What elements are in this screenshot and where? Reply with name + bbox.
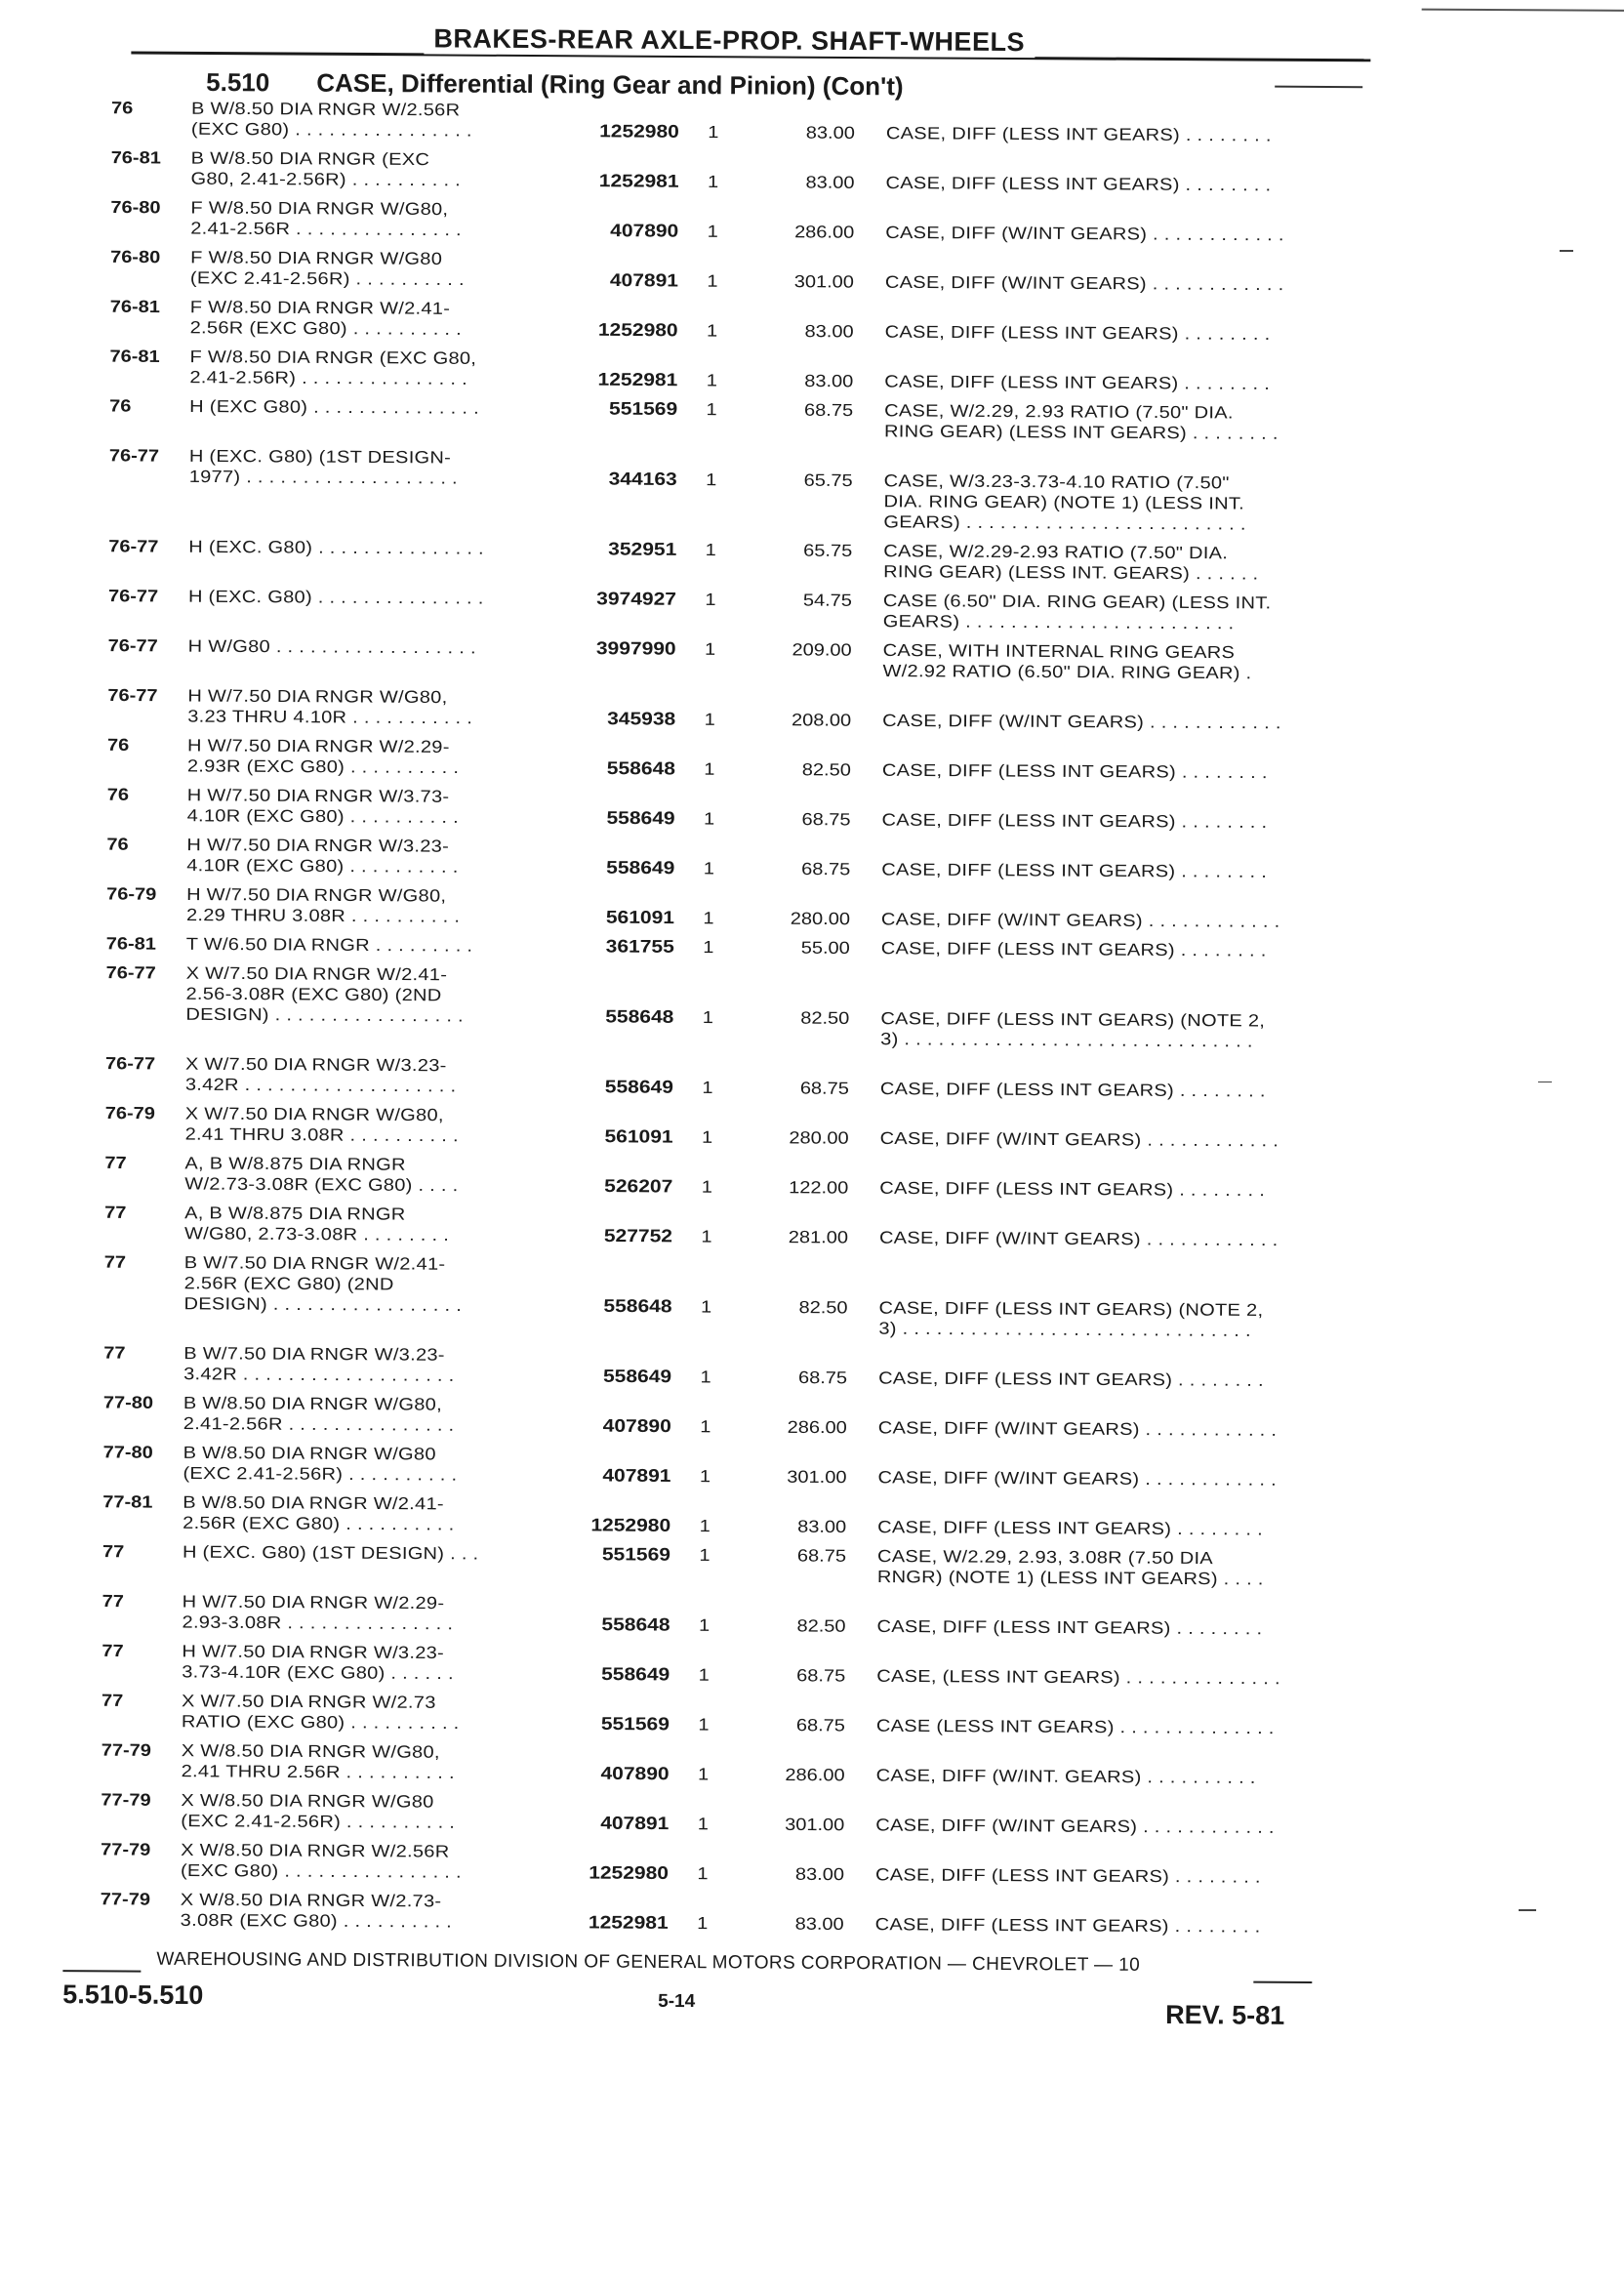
top-edge-rule (1422, 9, 1624, 12)
footer-organization: WAREHOUSING AND DISTRIBUTION DIVISION OF GENERAL MOTORS CORPORATION — CHEVROLET — 10 (156, 1948, 1141, 1976)
list-price: 68.75 (801, 810, 851, 830)
margin-mark (1519, 1909, 1536, 1911)
part-name: CASE, DIFF (LESS INT GEARS) . . . . . . . . (879, 1080, 1266, 1101)
application-description: A, B W/8.875 DIA RNGR W/2.73-3.08R (EXC G80) . . . . (184, 1154, 459, 1196)
application-description: X W/8.50 DIA RNGR W/2.73- 3.08R (EXC G80) . . . . . . . . . . (180, 1890, 453, 1932)
part-name: CASE, DIFF (LESS INT GEARS) . . . . . . . . (881, 860, 1268, 882)
model-year: 76-81 (109, 297, 161, 317)
quantity: 1 (706, 470, 717, 490)
application-description: H W/7.50 DIA RNGR W/3.73- 4.10R (EXC G80) . . . . . . . . . . (186, 786, 460, 828)
part-name: CASE, DIFF (W/INT GEARS) . . . . . . . . . . . . (878, 1228, 1279, 1250)
model-year: 77 (103, 1252, 127, 1273)
table-row (0, 1889, 1619, 1939)
application-description: H (EXC. G80) . . . . . . . . . . . . . . . (188, 537, 485, 559)
table-row (1, 883, 1624, 934)
model-year: 77 (102, 1691, 124, 1711)
model-year: 76 (106, 835, 129, 855)
part-name: CASE, DIFF (LESS INT GEARS) . . . . . . . . (881, 760, 1268, 783)
application-description: X W/7.50 DIA RNGR W/G80, 2.41 THRU 3.08R . . . . . . . . . . (184, 1104, 459, 1146)
section-number: 5.510 (206, 66, 270, 98)
list-price: 68.75 (797, 1368, 848, 1388)
application-description: X W/8.50 DIA RNGR W/G80, 2.41 THRU 2.56R . . . . . . . . . . (181, 1741, 455, 1783)
model-year: 77 (102, 1592, 124, 1612)
table-row (2, 684, 1624, 735)
part-number: 1252980 (589, 1862, 670, 1884)
table-row (6, 147, 1624, 198)
application-description: H W/7.50 DIA RNGR W/3.23- 4.10R (EXC G80) . . . . . . . . . . (186, 836, 459, 878)
application-description: H (EXC. G80) . . . . . . . . . . . . . . . (187, 587, 484, 608)
model-year: 76-80 (110, 198, 161, 218)
part-number: 558648 (603, 1296, 672, 1317)
model-year: 77 (104, 1203, 127, 1223)
application-description: B W/8.50 DIA RNGR W/2.41- 2.56R (EXC G80) . . . . . . . . . . (183, 1492, 455, 1534)
application-description: H (EXC G80) . . . . . . . . . . . . . . . (189, 397, 480, 419)
model-year: 76-79 (106, 884, 157, 905)
table-row (5, 246, 1624, 297)
part-name: CASE, W/2.29, 2.93, 3.08R (7.50 DIA RNGR) (NOTE 1) (LESS INT GEARS) . . . . (876, 1547, 1264, 1589)
table-row (0, 1392, 1622, 1443)
quantity: 1 (703, 938, 714, 958)
model-year: 76-77 (108, 446, 160, 467)
list-price: 281.00 (788, 1228, 849, 1247)
quantity: 1 (700, 1297, 712, 1317)
part-name: CASE, DIFF (LESS INT GEARS) . . . . . . . . (885, 124, 1272, 145)
parts-table (0, 98, 1624, 1948)
application-description: F W/8.50 DIA RNGR W/2.41- 2.56R (EXC G80) . . . . . . . . . . (189, 298, 463, 340)
list-price: 286.00 (785, 1766, 845, 1785)
list-price: 68.75 (801, 860, 851, 879)
part-number: 407891 (602, 1465, 671, 1487)
quantity: 1 (705, 591, 716, 610)
list-price: 55.00 (800, 938, 850, 959)
list-price: 83.00 (794, 1914, 844, 1935)
model-year: 76-81 (105, 934, 157, 955)
table-row (5, 196, 1624, 247)
part-number: 361755 (605, 936, 674, 958)
application-description: T W/6.50 DIA RNGR . . . . . . . . . (185, 934, 473, 957)
list-price: 65.75 (803, 541, 853, 561)
list-price: 83.00 (797, 1517, 847, 1537)
part-number: 1252980 (597, 320, 678, 341)
part-name: CASE, DIFF (W/INT GEARS) . . . . . . . . . . . . (879, 1128, 1279, 1151)
part-number: 407891 (600, 1813, 670, 1834)
part-number: 527752 (603, 1226, 673, 1246)
quantity: 1 (697, 1815, 709, 1834)
part-name: CASE, DIFF (W/INT GEARS) . . . . . . . . . . . . (875, 1816, 1275, 1838)
quantity: 1 (707, 271, 718, 292)
footer-page-number: 5-14 (658, 1990, 696, 2013)
part-number: 1252981 (588, 1912, 669, 1934)
part-name: CASE, W/2.29, 2.93 RATIO (7.50" DIA. RING GEAR) (LESS INT GEARS) . . . . . . . . (883, 401, 1279, 444)
part-name: CASE, WITH INTERNAL RING GEARS W/2.92 RATIO (6.50" DIA. RING GEAR) . (882, 641, 1252, 683)
quantity: 1 (701, 1177, 712, 1198)
part-number: 558648 (605, 1006, 674, 1028)
application-description: X W/7.50 DIA RNGR W/2.41- 2.56-3.08R (EXC G80) (2ND DESIGN) . . . . . . . . . . . . . . . . . (185, 963, 464, 1026)
application-description: H W/7.50 DIA RNGR W/2.29- 2.93-3.08R . . . . . . . . . . . . . . . (182, 1592, 454, 1634)
part-name: CASE, DIFF (W/INT. GEARS) . . . . . . . . . . (875, 1766, 1256, 1788)
table-row (3, 445, 1624, 537)
quantity: 1 (700, 1368, 711, 1387)
table-row (4, 346, 1624, 396)
application-description: X W/7.50 DIA RNGR W/2.73 RATIO (EXC G80) . . . . . . . . . . (181, 1692, 460, 1734)
list-price: 122.00 (789, 1178, 849, 1198)
list-price: 286.00 (794, 223, 855, 243)
quantity: 1 (707, 321, 718, 341)
table-row (0, 1789, 1619, 1840)
part-name: CASE, DIFF (LESS INT GEARS) . . . . . . . . (879, 1178, 1266, 1201)
part-name: CASE, DIFF (LESS INT GEARS) (NOTE 2, 3) . . . . . . . . . . . . . . . . . . . . . . . . . . . . . . . (880, 1009, 1266, 1051)
application-description: F W/8.50 DIA RNGR W/G80, 2.41-2.56R . . . . . . . . . . . . . . . (190, 198, 462, 240)
part-number: 407890 (602, 1415, 671, 1437)
quantity: 1 (705, 639, 716, 660)
quantity: 1 (702, 1008, 713, 1028)
part-name: CASE, DIFF (LESS INT GEARS) . . . . . . . . (877, 1518, 1264, 1539)
table-row (2, 734, 1624, 785)
quantity: 1 (699, 1467, 711, 1487)
table-row (6, 98, 1624, 148)
quantity: 1 (700, 1417, 711, 1437)
part-name: CASE (LESS INT GEARS) . . . . . . . . . . . . . . (875, 1716, 1275, 1738)
table-row (3, 536, 1624, 587)
model-year: 77 (103, 1343, 126, 1364)
part-number: 345938 (607, 709, 676, 729)
part-number: 526207 (604, 1176, 673, 1197)
quantity: 1 (708, 123, 719, 143)
model-year: 76 (106, 785, 130, 805)
part-name: CASE, DIFF (LESS INT GEARS) . . . . . . . . (876, 1616, 1263, 1639)
part-name: CASE, DIFF (LESS INT GEARS) . . . . . . . . (874, 1915, 1261, 1937)
part-name: CASE, W/2.29-2.93 RATIO (7.50" DIA. RING GEAR) (LESS INT. GEARS) . . . . . . (883, 542, 1259, 584)
quantity: 1 (698, 1615, 710, 1636)
list-price: 208.00 (791, 711, 852, 731)
part-number: 558648 (601, 1614, 670, 1635)
part-number: 558649 (601, 1664, 670, 1685)
model-year: 76-77 (104, 1054, 156, 1074)
list-price: 83.00 (805, 123, 855, 143)
part-number: 561091 (605, 907, 675, 928)
list-price: 83.00 (804, 322, 854, 342)
table-row (0, 1491, 1621, 1542)
part-number: 551569 (609, 398, 678, 420)
quantity: 1 (698, 1715, 710, 1735)
page-footer (62, 1948, 1303, 2044)
part-name: CASE, DIFF (LESS INT GEARS) . . . . . . . . (874, 1865, 1261, 1888)
model-year: 76-77 (107, 587, 159, 606)
part-number: 1252981 (598, 171, 679, 192)
quantity: 1 (702, 1079, 713, 1098)
application-description: X W/8.50 DIA RNGR W/2.56R (EXC G80) . . . . . . . . . . . . . . . . (180, 1840, 462, 1883)
table-row (3, 586, 1624, 636)
quantity: 1 (697, 1765, 710, 1784)
list-price: 82.50 (796, 1616, 846, 1637)
part-name: CASE (6.50" DIA. RING GEAR) (LESS INT. GEARS) . . . . . . . . . . . . . . . . . . . . . . . . (882, 592, 1272, 633)
model-year: 77-79 (100, 1890, 151, 1909)
application-description: B W/8.50 DIA RNGR W/G80, 2.41-2.56R . . . . . . . . . . . . . . . (183, 1394, 455, 1436)
part-name: CASE, DIFF (LESS INT GEARS) . . . . . . . . (881, 810, 1268, 833)
quantity: 1 (697, 1914, 709, 1934)
table-row (4, 395, 1624, 446)
part-number: 1252980 (599, 121, 679, 143)
model-year: 77 (102, 1641, 124, 1661)
list-price: 280.00 (789, 1128, 849, 1149)
model-year: 76-80 (110, 247, 161, 267)
table-row (5, 296, 1624, 347)
application-description: A, B W/8.875 DIA RNGR W/G80, 2.73-3.08R . . . . . . . . (183, 1204, 450, 1245)
model-year: 77-79 (101, 1840, 151, 1860)
part-name: CASE, DIFF (W/INT GEARS) . . . . . . . . . . . . (884, 272, 1284, 295)
application-description: F W/8.50 DIA RNGR (EXC G80, 2.41-2.56R) . . . . . . . . . . . . . . . (189, 347, 477, 389)
quantity: 1 (699, 1545, 710, 1566)
quantity: 1 (707, 222, 718, 242)
model-year: 77 (104, 1153, 127, 1173)
page-title: BRAKES-REAR AXLE-PROP. SHAFT-WHEELS (424, 23, 1035, 58)
model-year: 77-79 (101, 1790, 151, 1811)
application-description: B W/8.50 DIA RNGR (EXC G80, 2.41-2.56R) . . . . . . . . . . (190, 148, 462, 190)
quantity: 1 (698, 1665, 710, 1686)
model-year: 76-77 (107, 686, 158, 706)
quantity: 1 (706, 371, 717, 390)
part-number: 558649 (606, 857, 675, 878)
table-row (0, 1342, 1622, 1393)
quantity: 1 (701, 1127, 713, 1148)
model-year: 76-77 (105, 963, 156, 983)
list-price: 65.75 (803, 470, 853, 491)
quantity: 1 (701, 1227, 712, 1246)
application-description: X W/8.50 DIA RNGR W/G80 (EXC 2.41-2.56R) . . . . . . . . . . (181, 1791, 456, 1833)
application-description: H W/7.50 DIA RNGR W/3.23- 3.73-4.10R (EXC G80) . . . . . . (182, 1642, 454, 1684)
quantity: 1 (704, 759, 715, 780)
application-description: B W/8.50 DIA RNGR W/2.56R (EXC G80) . . . . . . . . . . . . . . . . (190, 99, 472, 141)
list-price: 301.00 (787, 1467, 847, 1488)
part-number: 352951 (608, 539, 677, 560)
part-name: CASE, DIFF (LESS INT GEARS) . . . . . . . . (884, 372, 1271, 394)
model-year: 76-77 (108, 537, 159, 557)
part-number: 407890 (600, 1764, 670, 1784)
list-price: 280.00 (790, 909, 851, 929)
application-description: H (EXC. G80) (1ST DESIGN) . . . (182, 1542, 479, 1564)
part-number: 1252981 (597, 369, 678, 390)
table-row (0, 1690, 1620, 1740)
part-number: 558649 (604, 1077, 673, 1098)
table-row (0, 1541, 1621, 1592)
table-row (2, 635, 1624, 686)
part-name: CASE, DIFF (W/INT GEARS) . . . . . . . . . . . . (877, 1468, 1278, 1490)
application-description: X W/7.50 DIA RNGR W/3.23- 3.42R . . . . . . . . . . . . . . . . . . . (184, 1054, 457, 1096)
part-name: CASE, DIFF (W/INT GEARS) . . . . . . . . . . . . (882, 711, 1281, 733)
list-price: 83.00 (804, 372, 854, 391)
list-price: 83.00 (805, 173, 855, 193)
table-row (0, 1640, 1620, 1691)
model-year: 77-80 (102, 1443, 153, 1463)
application-description: B W/8.50 DIA RNGR W/G80 (EXC 2.41-2.56R) . . . . . . . . . . (183, 1443, 458, 1486)
table-row (0, 962, 1624, 1054)
part-number: 561091 (604, 1126, 673, 1147)
table-row (0, 1739, 1620, 1790)
part-name: CASE, DIFF (W/INT GEARS) . . . . . . . . . . . . (880, 910, 1280, 932)
list-price: 82.50 (800, 1008, 850, 1029)
application-description: F W/8.50 DIA RNGR W/G80 (EXC 2.41-2.56R) . . . . . . . . . . (189, 248, 465, 290)
application-description: H W/7.50 DIA RNGR W/G80, 3.23 THRU 4.10R . . . . . . . . . . . (187, 686, 473, 728)
list-price: 54.75 (802, 591, 853, 611)
model-year: 76-77 (107, 636, 158, 656)
footer-rule-left (62, 1970, 141, 1972)
quantity: 1 (705, 541, 716, 560)
model-year: 77-80 (102, 1393, 154, 1413)
part-number: 344163 (608, 469, 677, 490)
list-price: 68.75 (795, 1716, 845, 1735)
section-rule (1275, 86, 1362, 89)
model-year: 76 (106, 735, 130, 755)
part-name: CASE, DIFF (W/INT GEARS) . . . . . . . . . . . . (885, 223, 1284, 245)
application-description: H (EXC. G80) (1ST DESIGN- 1977) . . . . . . . . . . . . . . . . . . . (188, 446, 458, 488)
part-name: CASE, (LESS INT GEARS) . . . . . . . . . . . . . . (876, 1666, 1280, 1689)
model-year: 77 (102, 1542, 125, 1562)
table-row (0, 1591, 1621, 1642)
table-row (0, 1053, 1624, 1104)
part-number: 407890 (610, 221, 679, 241)
part-number: 551569 (601, 1544, 671, 1566)
page-header (131, 22, 1370, 75)
table-row (0, 1839, 1619, 1890)
list-price: 301.00 (785, 1815, 845, 1835)
table-row (0, 1202, 1623, 1252)
part-number: 407891 (609, 270, 679, 291)
model-year: 76 (109, 396, 132, 416)
list-price: 82.50 (798, 1298, 848, 1318)
table-row (1, 933, 1624, 963)
model-year: 76-79 (104, 1104, 155, 1123)
application-description: H W/G80 . . . . . . . . . . . . . . . . . . (187, 636, 476, 658)
list-price: 68.75 (796, 1666, 846, 1686)
model-year: 77-81 (102, 1492, 153, 1512)
part-number: 1252980 (590, 1515, 671, 1536)
quantity: 1 (703, 859, 714, 878)
list-price: 209.00 (792, 640, 852, 661)
model-year: 76 (110, 99, 134, 118)
list-price: 82.50 (801, 760, 851, 780)
list-price: 68.75 (799, 1079, 849, 1099)
part-number: 558649 (602, 1367, 672, 1387)
footer-revision: REV. 5-81 (1165, 2000, 1285, 2030)
list-price: 286.00 (787, 1417, 847, 1438)
model-year: 77-79 (101, 1740, 151, 1761)
table-row (0, 1152, 1623, 1203)
table-row (0, 1103, 1624, 1154)
quantity: 1 (703, 909, 714, 928)
table-row (1, 834, 1624, 884)
quantity: 1 (697, 1864, 709, 1884)
part-number: 558648 (606, 758, 675, 779)
footer-section-code: 5.510-5.510 (62, 1980, 204, 2011)
application-description: B W/7.50 DIA RNGR W/3.23- 3.42R . . . . . . . . . . . . . . . . . . . (183, 1344, 455, 1386)
part-number: 558649 (606, 808, 675, 829)
application-description: H W/7.50 DIA RNGR W/2.29- 2.93R (EXC G80) . . . . . . . . . . (186, 736, 460, 778)
quantity: 1 (699, 1517, 710, 1536)
model-year: 76-81 (109, 347, 160, 367)
part-number: 3974927 (596, 589, 677, 610)
list-price: 83.00 (794, 1864, 845, 1885)
part-name: CASE, W/3.23-3.73-4.10 RATIO (7.50" DIA. RING GEAR) (NOTE 1) (LESS INT. GEARS) . . . . . . . . . . . . . . . . . . . . . . . . . (883, 471, 1246, 534)
table-row (0, 1251, 1623, 1343)
list-price: 68.75 (804, 400, 854, 421)
quantity: 1 (707, 172, 719, 192)
model-year: 76-81 (110, 148, 161, 168)
margin-mark (1560, 250, 1573, 252)
section-title: CASE, Differential (Ring Gear and Pinion) (Con't) (316, 67, 904, 102)
part-name: CASE, DIFF (LESS INT GEARS) . . . . . . . . (880, 939, 1267, 960)
quantity: 1 (704, 710, 715, 730)
table-row (2, 784, 1624, 835)
list-price: 68.75 (796, 1546, 847, 1567)
part-number: 3997990 (595, 638, 676, 660)
list-price: 301.00 (793, 272, 855, 292)
part-name: CASE, DIFF (LESS INT GEARS) (NOTE 2, 3) . . . . . . . . . . . . . . . . . . . . . . . . . . . . . . . (878, 1298, 1264, 1341)
part-name: CASE, DIFF (LESS INT GEARS) . . . . . . . . (878, 1368, 1264, 1391)
quantity: 1 (703, 809, 715, 829)
footer-rule-right (1253, 1981, 1312, 1983)
table-row (0, 1442, 1622, 1492)
part-name: CASE, DIFF (LESS INT GEARS) . . . . . . . . (884, 322, 1271, 345)
quantity: 1 (706, 400, 717, 420)
part-number: 551569 (600, 1714, 670, 1735)
section-heading (206, 67, 904, 102)
application-description: H W/7.50 DIA RNGR W/G80, 2.29 THRU 3.08R . . . . . . . . . . (185, 885, 461, 927)
part-name: CASE, DIFF (W/INT GEARS) . . . . . . . . . . . . (877, 1418, 1278, 1441)
part-name: CASE, DIFF (LESS INT GEARS) . . . . . . . . (885, 174, 1272, 195)
application-description: B W/7.50 DIA RNGR W/2.41- 2.56R (EXC G80) (2ND DESIGN) . . . . . . . . . . . . . . . . . (183, 1253, 463, 1316)
